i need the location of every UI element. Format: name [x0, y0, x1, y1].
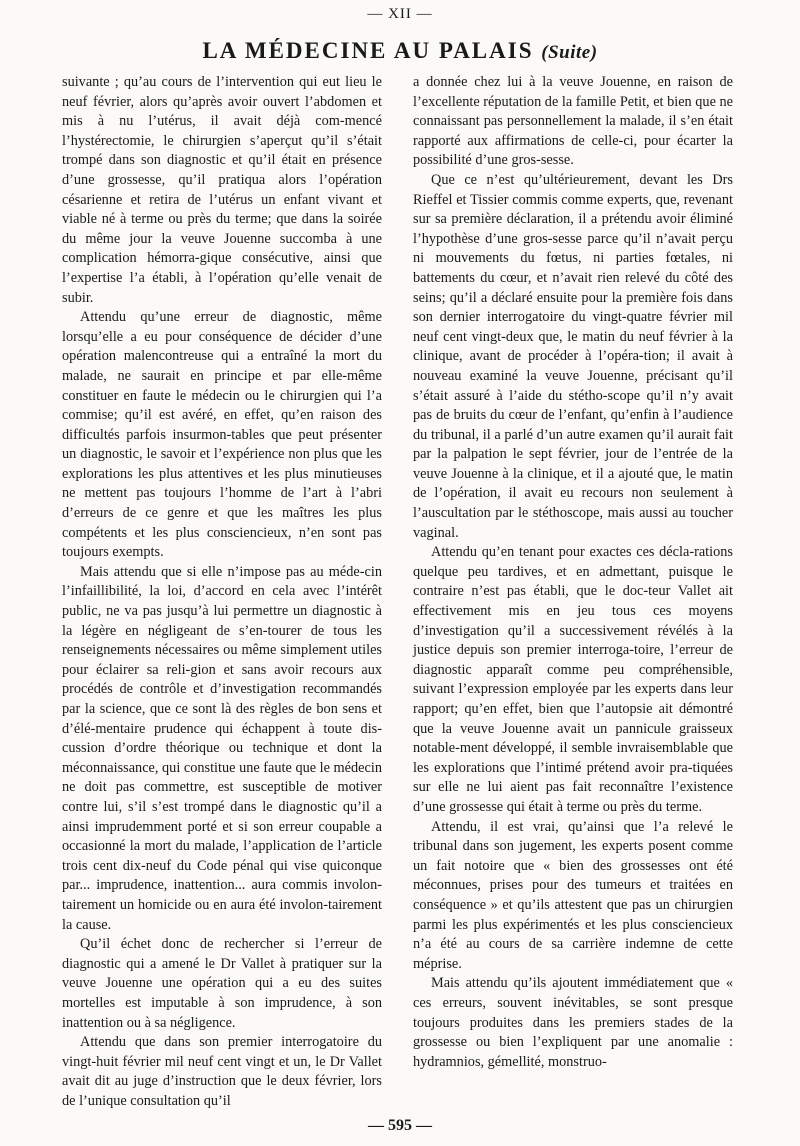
paragraph: Attendu qu’une erreur de diagnostic, même lorsqu’elle a eu pour conséquence de décider d’une opération malencontreuse qui a entraîné la mort du malade, ne saurait en principe et par elle-même constituer en faute le médecin ou le chirurgien qui l’a commise; qu’il est avéré, en effet, qu’en raison des difficultés parfois insurmon-tables que peut présenter un diagnostic, le savoir et l’expérience non plus que les explorations les plus attentives et les plus minutieuses ne mettent pas toujours l’homme de l’art à l’abri d’erreurs de ce genre et que les maîtres les plus compétents et les plus consciencieux, n’en sont pas toujours exempts. [62, 309, 382, 561]
paragraph: Attendu que dans son premier interrogatoire du vingt-huit février mil neuf cent vingt et un, le Dr Vallet avait dit au juge d’instruction que le deux février, lors de l’unique consultation qu’il [62, 1034, 382, 1109]
paragraph: Que ce n’est qu’ultérieurement, devant les Drs Rieffel et Tissier commis comme experts, que, revenant sur sa première déclaration, il a prétendu avoir éliminé l’hypothèse d’une gros-sesse parce qu’il n’avait perçu ni mouvements du fœtus, ni parties fœtales, ni battements du cœur, et n’avait rien relevé du côté des seins; qu’il a déclaré ensuite pour la première fois dans son dernier interrogatoire du vingt-quatre février mil neuf cent vingt-deux que, le matin du neuf février à la clinique, avant de procéder à l’opéra-tion; il avait à nouveau examiné la veuve Jouenne, précisant qu’il s’était assuré à l’aide du stétho-scope qu’il n’y avait pas de bruits du cœur de l’enfant, qu’enfin à l’audience du tribunal, il a parlé d’un autre examen qu’il aurait fait par la palpation le sept février, jour de l’entrée de la veuve Jouenne à la clinique, et il a ajouté que, le matin de l’opération, il avait eu recours non seulement à l’auscultation par le stéthoscope, mais aussi au toucher vaginal. [413, 171, 733, 541]
paragraph: suivante ; qu’au cours de l’intervention qui eut lieu le neuf février, alors qu’après avoir ouvert l’abdomen et mis à nu l’utérus, il avait déjà com-mencé l’hystérectomie, le chirurgien s’aperçut qu’il s’était trompé dans son diagnostic et qu’il était en présence d’une grossesse, qu’il pratiqua alors l’opération césarienne et retira de l’utérus un enfant vivant et viable né à terme ou près du terme; que dans la soirée du même jour la veuve Jouenne succomba à une complication hémorra-gique consécutive, ainsi que l’expertise l’a établi, à l’opération qu’elle venait de subir. [62, 74, 382, 306]
paragraph: Mais attendu que si elle n’impose pas au méde-cin l’infaillibilité, la loi, d’accord en cela avec l’intérêt public, ne va pas jusqu’à lui permettre un diagnostic à la légère en négligeant de s’en-tourer de tous les renseignements nécessaires ou même simplement utiles pour éclairer sa reli-gion et sans avoir recours aux procédés de contrôle et d’investigation recommandés par la science, que ce sont là des règles de bon sens et d’élé-mentaire prudence qui échappent à toute dis-cussion d’ordre théorique ou technique et dont la méconnaissance, qui constitue une faute que le médecin ne doit pas commettre, est susceptible de motiver contre lui, s’il s’est trompé dans le diagnostic qu’il a ainsi imprudemment porté et si son erreur coupable a occasionné la mort du malade, l’application de l’article trois cent dix-neuf du Code pénal qui vise quiconque par... imprudence, inattention... aura commis involon-tairement un homicide ou en aura été involon-tairement la cause. [62, 563, 382, 933]
right-column [413, 73, 733, 1072]
paragraph: a donnée chez lui à la veuve Jouenne, en raison de l’excellente réputation de la famille Petit, et bien que ne connaissant pas personnellement la malade, il s’en était rapporté aux affirmations de celle-ci, pour écarter la possibilité d’une gros-sesse. [413, 74, 733, 169]
paragraph: Qu’il échet donc de rechercher si l’erreur de diagnostic qui a amené le Dr Vallet à pratiquer sur la veuve Jouenne une opération qui a eu des suites mortelles est imputable à son imprudence, à son inattention ou à sa négligence. [62, 936, 382, 1031]
page-title: LA MÉDECINE AU PALAIS [202, 38, 534, 63]
left-column [62, 73, 382, 1111]
page-title-suffix: (Suite) [541, 42, 598, 63]
paragraph: Attendu qu’en tenant pour exactes ces décla-rations quelque peu tardives, et en admettant, puisque le contraire n’est pas établi, que le doc-teur Vallet ait effectivement mis en jeu tous ces moyens d’investigation qu’il a successivement révélés à la justice depuis son premier interroga-toire, l’erreur de diagnostic apparaît comme peu compréhensible, suivant l’expression employée par les experts dans leur rapport; qu’en effet, bien que l’autopsie ait démontré que la veuve Jouenne avait un pannicule graisseux notable-ment développé, il semble invraisemblable que les explorations que l’intimé prétend avoir pra-tiquées sur elle ne lui aient pas fait reconnaître l’existence d’une grossesse qui était à terme ou près du terme. [413, 544, 733, 815]
paragraph: Attendu, il est vrai, qu’ainsi que l’a relevé le tribunal dans son jugement, les experts posent comme un fait notoire que « bien des grossesses ont été méconnues, prises pour des tumeurs et traitées en conséquence » et qu’ils attestent que pas un chirurgien parmi les plus expérimentés et les plus consciencieux n’a été au cours de sa carrière indemne de cette méprise. [413, 818, 733, 972]
page-number-roman: — XII — [367, 6, 433, 22]
paragraph: Mais attendu qu’ils ajoutent immédiatement que « ces erreurs, souvent inévitables, se sont presque toujours produites dans les premiers stades de la grossesse ou bien l’expliquent par une anomalie : hydramnios, gémellité, monstruo- [413, 975, 733, 1070]
page-folio: — 595 — [368, 1117, 432, 1134]
running-header [0, 38, 800, 64]
